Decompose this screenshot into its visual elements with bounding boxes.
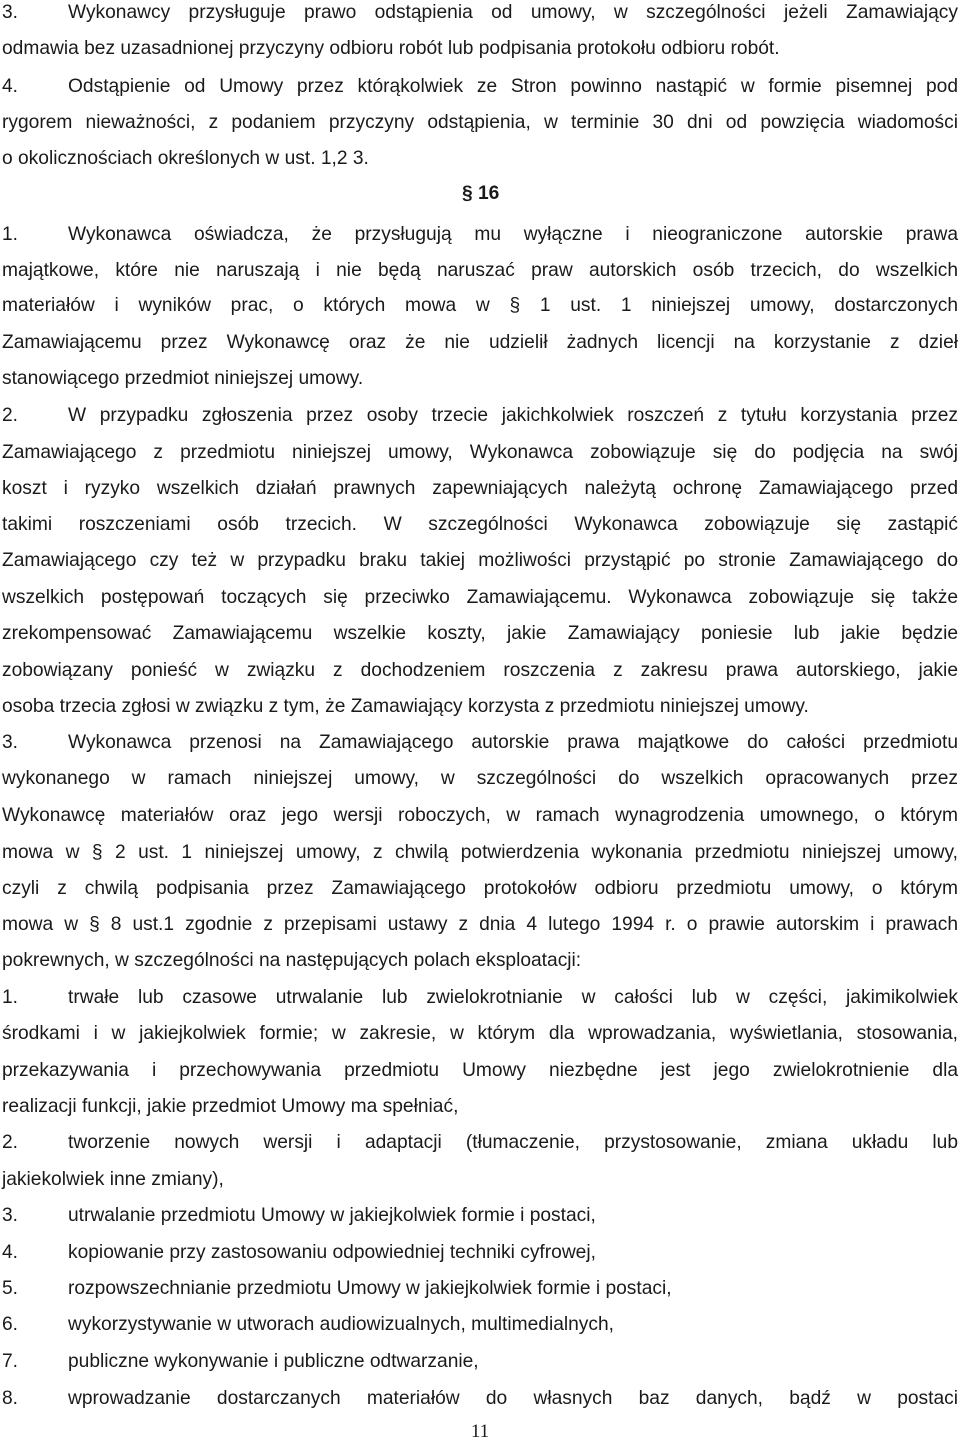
text-line [2,985,958,1011]
list-text: Wykonawca przenosi na Zamawiającego autorskie prawa majątkowe do całości przedmiotu [68,732,958,753]
text-line: wszelkich postępowań toczących się przeciwko Zamawiającemu. Wykonawca zobowiązuje się także [2,587,958,608]
text-line: koszt i ryzyko wszelkich działań prawnych zapewniających należytą ochronę Zamawiającego przed [2,478,958,499]
list-number: 6. [2,1314,19,1335]
text-line: przekazywania i przechowywania przedmiotu Umowy niezbędne jest jego zwielokrotnienie dla [2,1060,958,1081]
text-line [2,403,958,429]
list-number: 4. [2,76,19,97]
text-line: Zamawiającego z przedmiotu niniejszej umowy, Wykonawca zobowiązuje się do podjęcia na swój [2,442,958,463]
list-text: W przypadku zgłoszenia przez osoby trzecie jakichkolwiek roszczeń z tytułu korzystania przez [68,405,958,426]
list-text: trwałe lub czasowe utrwalanie lub zwielokrotnianie w całości lub w części, jakimikolwiek [68,987,958,1008]
text-line: majątkowe, które nie naruszają i nie będą naruszać praw autorskich osób trzecich, do wszelkich [2,260,958,281]
list-number: 1. [2,987,19,1008]
text-line [2,1240,958,1266]
text-line: czyli z chwilą podpisania przez Zamawiającego protokołów odbioru przedmiotu umowy, o którym [2,878,958,899]
list-number: 1. [2,224,19,245]
list-number: 8. [2,1388,19,1409]
list-text: utrwalanie przedmiotu Umowy w jakiejkolwiek formie i postaci, [68,1205,596,1226]
text-line [2,730,958,756]
text-line: osoba trzecia zgłosi w związku z tym, że Zamawiający korzysta z przedmiotu niniejszej umowy. [2,696,809,717]
text-line: rygorem nieważności, z podaniem przyczyny odstąpienia, w terminie 30 dni od powzięcia wiadomości [2,112,958,133]
text-line: realizacji funkcji, jakie przedmiot Umowy ma spełniać, [2,1096,459,1117]
list-text: Odstąpienie od Umowy przez którąkolwiek ze Stron powinno nastąpić w formie pisemnej pod [68,76,958,97]
list-text: publiczne wykonywanie i publiczne odtwarzanie, [68,1351,479,1372]
text-line: materiałów i wyników prac, o których mowa w § 1 ust. 1 niniejszej umowy, dostarczonych [2,295,958,316]
text-line [2,1130,958,1156]
text-line: Zamawiającego czy też w przypadku braku takiej możliwości przystąpić po stronie Zamawiającego do [2,550,958,571]
text-line [2,222,958,248]
list-number: 2. [2,1132,19,1153]
text-line: wykonanego w ramach niniejszej umowy, w szczególności do wszelkich opracowanych przez [2,768,958,789]
text-line: stanowiącego przedmiot niniejszej umowy. [2,368,364,389]
text-line [2,1312,958,1338]
text-line [2,0,958,26]
text-line: zrekompensować Zamawiającemu wszelkie koszty, jakie Zamawiający poniesie lub jakie będzie [2,623,958,644]
text-line: odmawia bez uzasadnionej przyczyny odbioru robót lub podpisania protokołu odbioru robót. [2,38,780,59]
text-line: takimi roszczeniami osób trzecich. W szczególności Wykonawca zobowiązuje się zastąpić [2,514,958,535]
list-number: 4. [2,1242,19,1263]
text-line [2,1386,958,1412]
list-number: 3. [2,1205,19,1226]
text-line: Wykonawcę materiałów oraz jego wersji roboczych, w ramach wynagrodzenia umownego, o którym [2,805,958,826]
text-line: o okolicznościach określonych w ust. 1,2 3. [2,148,369,169]
list-number: 5. [2,1278,19,1299]
text-line: Zamawiającemu przez Wykonawcę oraz że nie udzielił żadnych licencji na korzystanie z dzieł [2,332,958,353]
list-text: Wykonawca oświadcza, że przysługują mu wyłączne i nieograniczone autorskie prawa [68,224,958,245]
text-line: jakiekolwiek inne zmiany), [2,1169,224,1190]
list-text: tworzenie nowych wersji i adaptacji (tłumaczenie, przystosowanie, zmiana układu lub [68,1132,958,1153]
list-number: 3. [2,2,19,23]
text-line [2,1276,958,1302]
list-text: Wykonawcy przysługuje prawo odstąpienia od umowy, w szczególności jeżeli Zamawiający [68,2,958,23]
text-line [2,74,958,100]
list-text: kopiowanie przy zastosowaniu odpowiedniej techniki cyfrowej, [68,1242,596,1263]
section-heading: § 16 [462,183,500,204]
text-line: mowa w § 2 ust. 1 niniejszej umowy, z chwilą potwierdzenia wykonania przedmiotu niniejszej umowy, [2,842,958,863]
page-number: 11 [470,1421,490,1442]
list-number: 7. [2,1351,19,1372]
text-line: mowa w § 8 ust.1 zgodnie z przepisami ustawy z dnia 4 lutego 1994 r. o prawie autorskim i prawach [2,914,958,935]
list-text: rozpowszechnianie przedmiotu Umowy w jakiejkolwiek formie i postaci, [68,1278,672,1299]
text-line [2,1203,958,1229]
list-text: wykorzystywanie w utworach audiowizualnych, multimedialnych, [68,1314,615,1335]
text-line [2,1349,958,1375]
text-line: środkami i w jakiejkolwiek formie; w zakresie, w którym dla wprowadzania, wyświetlania, stosowania, [2,1023,958,1044]
list-text: wprowadzanie dostarczanych materiałów do własnych baz danych, bądź w postaci [68,1388,958,1409]
text-line: zobowiązany ponieść w związku z dochodzeniem roszczenia z zakresu prawa autorskiego, jakie [2,660,958,681]
list-number: 2. [2,405,19,426]
text-line: pokrewnych, w szczególności na następujących polach eksploatacji: [2,950,582,971]
list-number: 3. [2,732,19,753]
